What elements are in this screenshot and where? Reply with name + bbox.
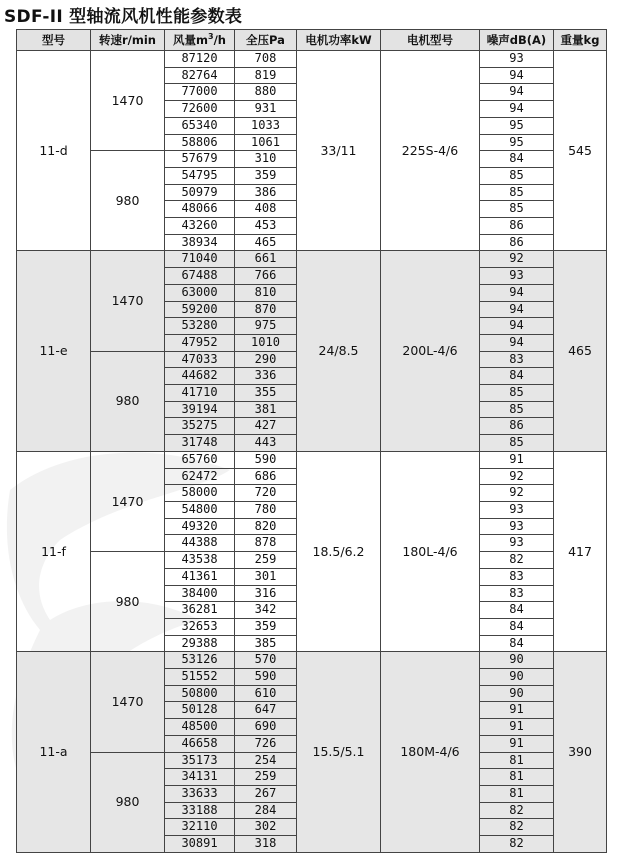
pressure-cell: 316 [235,585,297,602]
noise-cell: 85 [480,385,554,402]
noise-cell: 92 [480,468,554,485]
pressure-cell: 318 [235,836,297,853]
header-model: 型号 [17,30,91,51]
noise-cell: 94 [480,84,554,101]
noise-cell: 81 [480,769,554,786]
header-airflow: 风量$m^3/h$ [165,30,235,51]
noise-cell: 93 [480,518,554,535]
noise-cell: 83 [480,351,554,368]
power-cell: 15.5/5.1 [297,652,381,852]
pressure-cell: 780 [235,501,297,518]
noise-cell: 95 [480,134,554,151]
noise-cell: 93 [480,501,554,518]
model-cell: 11-d [17,51,91,251]
airflow-cell: 34131 [165,769,235,786]
pressure-cell: 385 [235,635,297,652]
airflow-cell: 77000 [165,84,235,101]
noise-cell: 90 [480,652,554,669]
noise-cell: 84 [480,618,554,635]
pressure-cell: 708 [235,51,297,68]
airflow-cell: 32110 [165,819,235,836]
pressure-cell: 427 [235,418,297,435]
pressure-cell: 359 [235,167,297,184]
airflow-cell: 59200 [165,301,235,318]
speed-cell: 1470 [91,251,165,351]
airflow-cell: 48066 [165,201,235,218]
airflow-cell: 53280 [165,318,235,335]
noise-cell: 94 [480,284,554,301]
airflow-cell: 67488 [165,268,235,285]
airflow-cell: 50128 [165,702,235,719]
pressure-cell: 931 [235,101,297,118]
header-power: 电机功率kW [297,30,381,51]
table-header-row [17,30,607,51]
airflow-cell: 29388 [165,635,235,652]
airflow-cell: 49320 [165,518,235,535]
noise-cell: 84 [480,368,554,385]
noise-cell: 81 [480,785,554,802]
pressure-cell: 720 [235,485,297,502]
power-cell: 24/8.5 [297,251,381,451]
noise-cell: 94 [480,318,554,335]
airflow-cell: 71040 [165,251,235,268]
table-row [17,251,607,268]
pressure-cell: 766 [235,268,297,285]
airflow-cell: 57679 [165,151,235,168]
pressure-cell: 336 [235,368,297,385]
pressure-cell: 726 [235,735,297,752]
airflow-cell: 65340 [165,117,235,134]
pressure-cell: 259 [235,769,297,786]
noise-cell: 81 [480,752,554,769]
fan-performance-table [16,29,607,853]
motor-cell: 200L-4/6 [381,251,480,451]
pressure-cell: 647 [235,702,297,719]
noise-cell: 91 [480,451,554,468]
pressure-cell: 310 [235,151,297,168]
speed-cell: 980 [91,351,165,451]
noise-cell: 82 [480,552,554,569]
weight-cell: 390 [554,652,607,852]
airflow-cell: 53126 [165,652,235,669]
pressure-cell: 1061 [235,134,297,151]
speed-cell: 980 [91,151,165,251]
airflow-cell: 35275 [165,418,235,435]
airflow-cell: 54800 [165,501,235,518]
airflow-cell: 58806 [165,134,235,151]
noise-cell: 91 [480,702,554,719]
pressure-cell: 880 [235,84,297,101]
power-cell: 33/11 [297,51,381,251]
header-motor: 电机型号 [381,30,480,51]
noise-cell: 84 [480,635,554,652]
airflow-cell: 65760 [165,451,235,468]
airflow-cell: 46658 [165,735,235,752]
pressure-cell: 355 [235,385,297,402]
airflow-cell: 36281 [165,602,235,619]
weight-cell: 545 [554,51,607,251]
airflow-cell: 31748 [165,435,235,452]
airflow-cell: 50800 [165,685,235,702]
model-cell: 11-e [17,251,91,451]
pressure-cell: 1010 [235,334,297,351]
noise-cell: 83 [480,585,554,602]
table-row [17,51,607,68]
pressure-cell: 810 [235,284,297,301]
noise-cell: 84 [480,602,554,619]
pressure-cell: 342 [235,602,297,619]
noise-cell: 86 [480,418,554,435]
motor-cell: 180L-4/6 [381,451,480,651]
airflow-cell: 62472 [165,468,235,485]
airflow-cell: 50979 [165,184,235,201]
noise-cell: 90 [480,685,554,702]
noise-cell: 94 [480,301,554,318]
speed-cell: 980 [91,752,165,852]
noise-cell: 93 [480,51,554,68]
pressure-cell: 975 [235,318,297,335]
pressure-cell: 819 [235,67,297,84]
airflow-cell: 38400 [165,585,235,602]
airflow-cell: 39194 [165,401,235,418]
pressure-cell: 443 [235,435,297,452]
pressure-cell: 590 [235,669,297,686]
airflow-cell: 87120 [165,51,235,68]
power-cell: 18.5/6.2 [297,451,381,651]
airflow-cell: 51552 [165,669,235,686]
pressure-cell: 386 [235,184,297,201]
noise-cell: 92 [480,485,554,502]
airflow-cell: 54795 [165,167,235,184]
header-pressure: 全压Pa [235,30,297,51]
pressure-cell: 302 [235,819,297,836]
pressure-cell: 570 [235,652,297,669]
pressure-cell: 284 [235,802,297,819]
pressure-cell: 267 [235,785,297,802]
header-speed: 转速r/min [91,30,165,51]
noise-cell: 83 [480,568,554,585]
speed-cell: 1470 [91,451,165,551]
pressure-cell: 1033 [235,117,297,134]
speed-cell: 1470 [91,652,165,752]
noise-cell: 90 [480,669,554,686]
weight-cell: 417 [554,451,607,651]
motor-cell: 180M-4/6 [381,652,480,852]
table-row [17,652,607,669]
noise-cell: 94 [480,334,554,351]
airflow-cell: 44682 [165,368,235,385]
motor-cell: 225S-4/6 [381,51,480,251]
airflow-cell: 44388 [165,535,235,552]
noise-cell: 85 [480,167,554,184]
airflow-cell: 38934 [165,234,235,251]
header-noise: 噪声dB(A) [480,30,554,51]
page-title: SDF-II 型轴流风机性能参数表 [4,7,243,27]
pressure-cell: 359 [235,618,297,635]
pressure-cell: 453 [235,218,297,235]
noise-cell: 82 [480,802,554,819]
pressure-cell: 381 [235,401,297,418]
airflow-cell: 41361 [165,568,235,585]
noise-cell: 94 [480,101,554,118]
airflow-cell: 33188 [165,802,235,819]
noise-cell: 85 [480,435,554,452]
airflow-cell: 47033 [165,351,235,368]
model-cell: 11-a [17,652,91,852]
pressure-cell: 690 [235,719,297,736]
airflow-cell: 63000 [165,284,235,301]
airflow-cell: 33633 [165,785,235,802]
pressure-cell: 870 [235,301,297,318]
noise-cell: 92 [480,251,554,268]
noise-cell: 82 [480,819,554,836]
noise-cell: 91 [480,735,554,752]
airflow-cell: 72600 [165,101,235,118]
airflow-cell: 32653 [165,618,235,635]
table-row [17,451,607,468]
noise-cell: 86 [480,218,554,235]
pressure-cell: 686 [235,468,297,485]
pressure-cell: 661 [235,251,297,268]
pressure-cell: 301 [235,568,297,585]
airflow-cell: 82764 [165,67,235,84]
pressure-cell: 259 [235,552,297,569]
weight-cell: 465 [554,251,607,451]
pressure-cell: 290 [235,351,297,368]
airflow-cell: 48500 [165,719,235,736]
header-weight: 重量kg [554,30,607,51]
noise-cell: 85 [480,401,554,418]
airflow-cell: 43538 [165,552,235,569]
noise-cell: 95 [480,117,554,134]
noise-cell: 82 [480,836,554,853]
pressure-cell: 590 [235,451,297,468]
pressure-cell: 820 [235,518,297,535]
noise-cell: 85 [480,201,554,218]
pressure-cell: 408 [235,201,297,218]
airflow-cell: 30891 [165,836,235,853]
pressure-cell: 610 [235,685,297,702]
noise-cell: 93 [480,535,554,552]
model-cell: 11-f [17,451,91,651]
noise-cell: 86 [480,234,554,251]
noise-cell: 94 [480,67,554,84]
noise-cell: 84 [480,151,554,168]
speed-cell: 980 [91,552,165,652]
airflow-cell: 58000 [165,485,235,502]
pressure-cell: 254 [235,752,297,769]
noise-cell: 91 [480,719,554,736]
noise-cell: 93 [480,268,554,285]
airflow-cell: 43260 [165,218,235,235]
pressure-cell: 465 [235,234,297,251]
noise-cell: 85 [480,184,554,201]
airflow-cell: 35173 [165,752,235,769]
pressure-cell: 878 [235,535,297,552]
airflow-cell: 41710 [165,385,235,402]
speed-cell: 1470 [91,51,165,151]
airflow-cell: 47952 [165,334,235,351]
